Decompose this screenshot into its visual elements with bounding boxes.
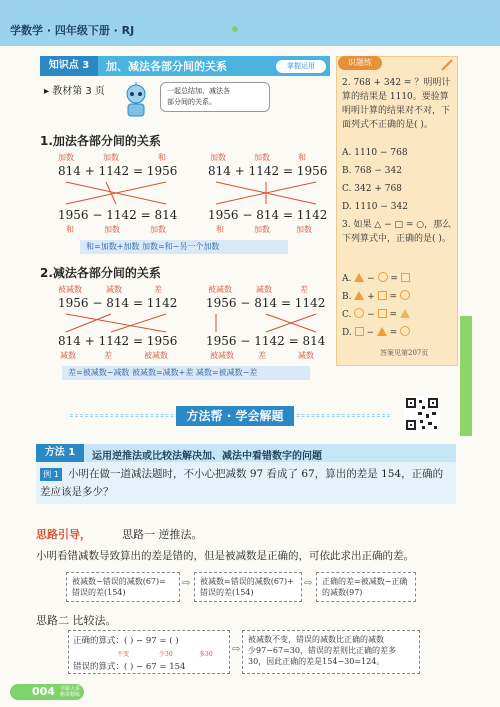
idea-one: 思路一 逆推法。	[122, 528, 203, 541]
idea-two: 思路二 比较法。	[36, 614, 117, 627]
option-a: A. − =	[342, 272, 410, 284]
label: 减数	[256, 285, 272, 294]
square-icon	[355, 327, 364, 336]
calc-note: 不变	[117, 651, 130, 658]
triangle-icon	[400, 309, 410, 318]
idea-one-desc: 小明看错减数导致算出的差是错的，但是被减数是正确的，可依此求出正确的差。	[36, 550, 414, 562]
qr-code-icon[interactable]	[404, 396, 440, 432]
label: 和	[158, 153, 166, 162]
square-icon	[378, 291, 387, 300]
calc-box	[68, 630, 230, 674]
circle-icon	[400, 326, 410, 336]
practice-tag: 识题练	[338, 56, 382, 70]
example-text: 差应该是多少？	[40, 486, 114, 498]
label: 被减数	[210, 351, 234, 360]
step-line: 错误的差(154)	[200, 588, 254, 597]
method-title: 运用逆推法或比较法解决加、减法中看错数字的问题	[92, 451, 322, 462]
option-label: A.	[342, 274, 352, 284]
triangle-icon	[354, 291, 364, 300]
option-label: B.	[342, 292, 352, 302]
bubble-line: 部分间的关系。	[167, 98, 216, 106]
example-text: 小明在做一道减法题时，不小心把减数 97 看成了 67，算出的差是 154，正确的	[68, 468, 444, 480]
equation: 814 + 1142 = 1956	[58, 164, 178, 178]
section2-title: 2.减法各部分间的关系	[40, 266, 161, 280]
label: 被减数	[208, 285, 232, 294]
knowledge-title: 加、减法各部分间的关系	[106, 60, 227, 73]
label: 减数	[298, 351, 314, 360]
equation: 1956 − 814 = 1142	[58, 296, 178, 310]
label: 被减数	[144, 351, 168, 360]
equation: 1956 − 814 = 1142	[206, 296, 326, 310]
label: 加数	[254, 153, 270, 162]
robot-icon	[118, 82, 154, 118]
label: 和	[66, 225, 74, 234]
label: 差	[154, 285, 162, 294]
square-icon	[401, 273, 410, 282]
equation: 1956 − 814 = 1142	[208, 208, 328, 222]
decor-dot	[232, 26, 238, 32]
label: 差	[258, 351, 266, 360]
question-2: 2. 768 + 342 = ？明明计算的结果是 1110。要验算明明计算的结果对不对，下面列式不正确的是( )。	[342, 78, 451, 130]
arrow-right-icon: ⇨	[182, 578, 191, 589]
page-sub: 学霸大讲 精讲精练	[60, 686, 81, 698]
step-box	[194, 572, 302, 602]
option-b: B. + =	[342, 290, 410, 302]
method-tag: 方法 1	[36, 444, 84, 462]
formula-bar: 差=被减数−减数 被减数=减数+差 减数=被减数−差	[62, 366, 310, 380]
step-line: 被减数=错误的减数(67)+	[200, 577, 294, 586]
question-3: 3. 如果 △ − □ = ○，那么下列算式中，正确的是( )。	[342, 220, 452, 244]
step-line: 被减数−错误的减数(67)=	[72, 577, 166, 586]
bubble-line: 一起总结加、减法各	[167, 87, 230, 95]
calc-line: 错误的算式：( ) − 67 = 154	[73, 662, 186, 672]
banner-title: 方法帮 · 学会解题	[176, 406, 294, 426]
label: 减数	[60, 351, 76, 360]
label: 和	[216, 225, 224, 234]
circle-icon	[354, 308, 364, 318]
option-d: D. − =	[342, 326, 410, 338]
label: 差	[300, 285, 308, 294]
side-strip	[460, 316, 472, 436]
step-box	[66, 572, 180, 602]
option: D. 1110 − 342	[342, 202, 408, 212]
relation-lines	[56, 180, 336, 206]
label: 加数	[58, 153, 74, 162]
result-box	[242, 630, 420, 674]
section1-title: 1.加法各部分间的关系	[40, 134, 161, 148]
textbook-ref: ▸ 教材第 3 页	[44, 86, 105, 97]
speech-bubble	[160, 82, 270, 112]
calc-line: 正确的算式：( ) − 97 = ( )	[73, 636, 179, 646]
label: 加数	[210, 153, 226, 162]
thinking-guide-label: 思路引导，	[36, 528, 91, 541]
step-line: 错误的差(154)	[72, 588, 126, 597]
step-line: 正确的差=被减数−正确	[322, 577, 408, 586]
step-box	[316, 572, 416, 602]
label: 和	[298, 153, 306, 162]
page-number: 004	[32, 685, 55, 698]
square-icon	[378, 309, 387, 318]
option: B. 768 − 342	[342, 166, 402, 176]
example-tag: 例 1	[40, 468, 62, 481]
label: 加数	[150, 225, 166, 234]
equation: 814 + 1142 = 1956	[208, 164, 328, 178]
label: 加数	[104, 225, 120, 234]
triangle-icon	[354, 273, 364, 282]
page-number-badge	[10, 684, 84, 700]
triangle-icon	[377, 327, 387, 336]
equation: 1956 − 1142 = 814	[58, 208, 178, 222]
knowledge-tag: 知识点 3	[40, 56, 98, 76]
answer-ref: 答案见第207页	[380, 349, 429, 357]
relation-lines	[56, 312, 336, 334]
option: C. 342 + 768	[342, 184, 402, 194]
book-title: 学数学 · 四年级下册 · RJ	[10, 24, 135, 37]
header-bar	[0, 0, 500, 46]
label: 差	[104, 351, 112, 360]
label: 被减数	[58, 285, 82, 294]
arrow-right-icon: ⇨	[232, 644, 241, 655]
knowledge-badge: 掌握运用	[276, 60, 326, 73]
equation: 1956 − 1142 = 814	[206, 334, 326, 348]
label: 加数	[296, 225, 312, 234]
circle-icon	[400, 290, 410, 300]
formula-bar: 和=加数+加数 加数=和−另一个加数	[80, 240, 288, 254]
calc-note: 多30	[199, 651, 213, 658]
label: 加数	[254, 225, 270, 234]
option-c: C. − =	[342, 308, 410, 320]
equation: 814 + 1142 = 1956	[58, 334, 178, 348]
arrow-right-icon: ⇨	[304, 578, 313, 589]
option: A. 1110 − 768	[342, 148, 408, 158]
result-line: 少97−67=30，错误的差则比正确的差多	[248, 646, 396, 655]
label: 加数	[103, 153, 119, 162]
result-line: 被减数不变，错误的减数比正确的减数	[248, 635, 384, 644]
label: 减数	[106, 285, 122, 294]
option-label: C.	[342, 310, 352, 320]
calc-note: 少30	[159, 651, 173, 658]
result-line: 30，因此正确的差是154−30=124。	[248, 657, 385, 666]
circle-icon	[378, 272, 388, 282]
option-label: D.	[342, 328, 352, 338]
step-line: 的减数(97)	[322, 588, 363, 597]
pencil-icon	[440, 58, 454, 72]
